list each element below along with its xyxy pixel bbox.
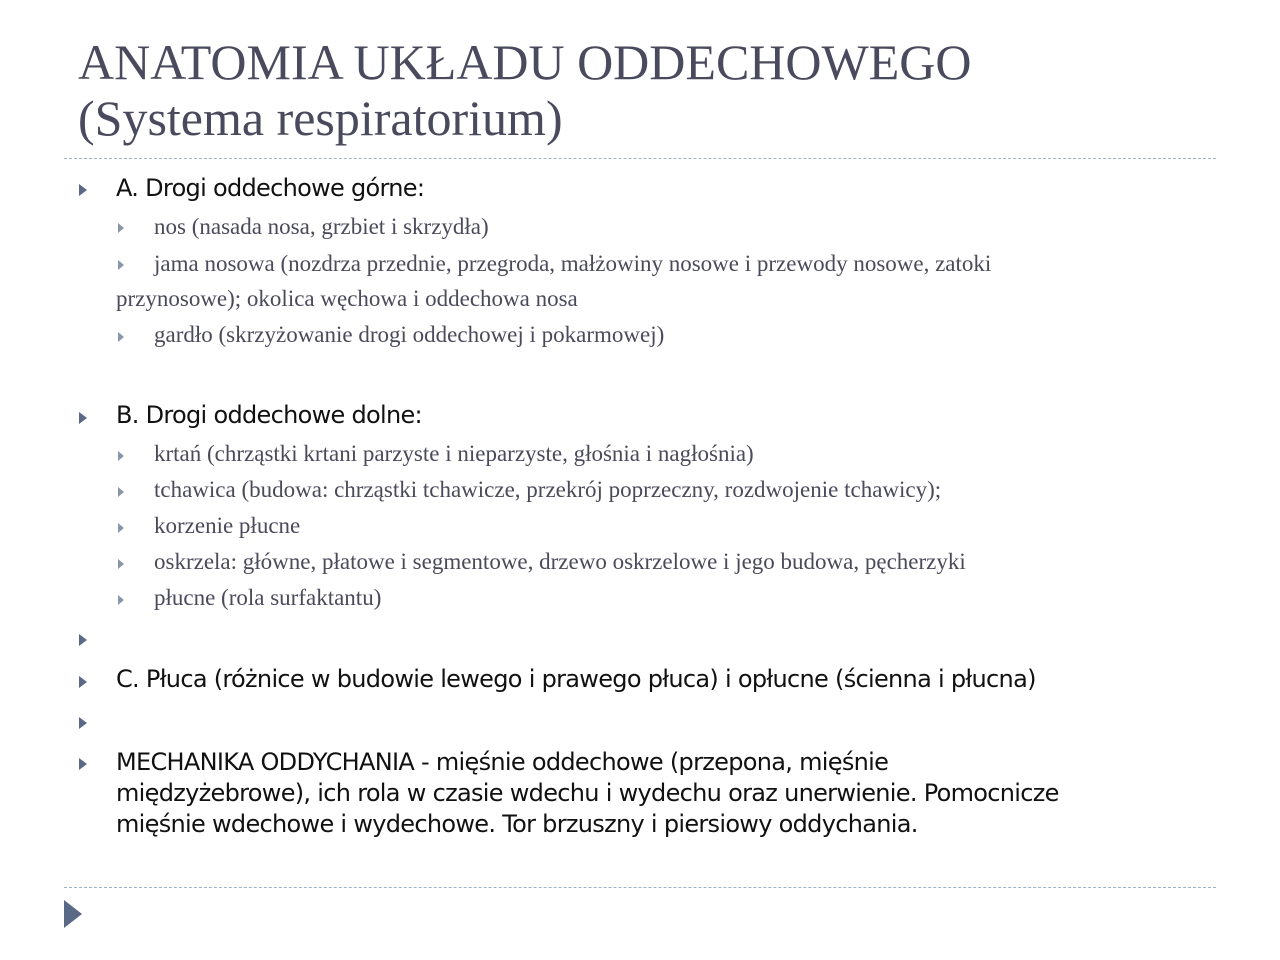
- mechanics-line-3: mięśnie wdechowe i wydechowe. Tor brzuszny i piersiowy oddychania.: [116, 810, 918, 838]
- bullet-arrow-icon: [79, 634, 87, 646]
- section-a-item-nos: nos (nasada nosa, grzbiet i skrzydła): [154, 214, 489, 239]
- sub-bullet-arrow-icon: [118, 487, 124, 497]
- section-b-item-tchawica: tchawica (budowa: chrząstki tchawicze, przekrój poprzeczny, rozdwojenie tchawicy);: [154, 477, 942, 502]
- page-title: [78, 34, 1218, 146]
- mechanics-line-1: MECHANIKA ODDYCHANIA - mięśnie oddechowe (przepona, mięśnie: [116, 748, 889, 776]
- section-b-item-oskrzela: oskrzela: główne, płatowe i segmentowe, drzewo oskrzelowe i jego budowa, pęcherzyki: [154, 549, 966, 574]
- section-a-heading: A. Drogi oddechowe górne:: [116, 174, 425, 202]
- section-b-item-plucne: płucne (rola surfaktantu): [154, 585, 382, 610]
- mechanics-line-2: międzyżebrowe), ich rola w czasie wdechu i wydechu oraz unerwienie. Pomocnicze: [116, 779, 1059, 807]
- section-c-heading: C. Płuca (różnice w budowie lewego i prawego płuca) i opłucne (ścienna i płucna): [116, 665, 1036, 693]
- section-b-item-korzenie: korzenie płucne: [154, 513, 301, 538]
- sub-bullet-arrow-icon: [118, 523, 124, 533]
- sub-bullet-arrow-icon: [118, 595, 124, 605]
- sub-bullet-arrow-icon: [118, 260, 124, 270]
- sub-bullet-arrow-icon: [118, 451, 124, 461]
- bullet-arrow-icon: [79, 758, 87, 770]
- section-b-heading: B. Drogi oddechowe dolne:: [116, 401, 422, 429]
- section-b-item-krtan: krtań (chrząstki krtani parzyste i nieparzyste, głośnia i nagłośnia): [154, 441, 754, 466]
- section-a-item-jama-nosowa: jama nosowa (nozdrza przednie, przegroda, małżowiny nosowe i przewody nosowe, zatoki: [154, 251, 992, 276]
- title-divider: [64, 158, 1216, 159]
- section-a-item-jama-nosowa-cont: przynosowe); okolica węchowa i oddechowa nosa: [116, 286, 578, 311]
- sub-bullet-arrow-icon: [118, 223, 124, 233]
- footer-divider: [64, 887, 1216, 888]
- title-line-2: (Systema respiratorium): [78, 90, 563, 146]
- title-line-1: ANATOMIA UKŁADU ODDECHOWEGO: [78, 34, 972, 90]
- sub-bullet-arrow-icon: [118, 559, 124, 569]
- sub-bullet-arrow-icon: [118, 332, 124, 342]
- footer-arrow-icon: [64, 900, 82, 928]
- bullet-arrow-icon: [79, 412, 87, 424]
- section-a-item-gardlo: gardło (skrzyżowanie drogi oddechowej i pokarmowej): [154, 322, 665, 347]
- mechanics-paragraph: [116, 747, 1216, 840]
- bullet-arrow-icon: [79, 717, 87, 729]
- bullet-arrow-icon: [79, 184, 87, 196]
- bullet-arrow-icon: [79, 676, 87, 688]
